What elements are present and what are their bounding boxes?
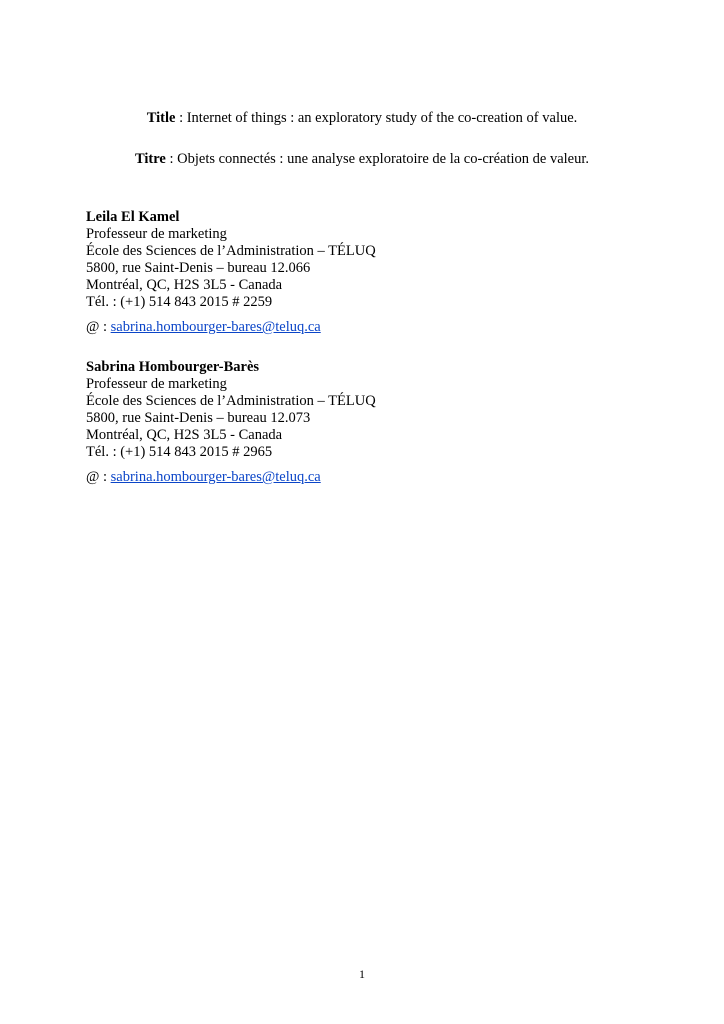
- page-number: 1: [359, 967, 365, 981]
- author-city: Montréal, QC, H2S 3L5 - Canada: [86, 427, 283, 443]
- title-english-separator: :: [175, 110, 187, 126]
- author-school: École des Sciences de l’Administration – TÉLUQ: [86, 243, 376, 259]
- title-french-label: Titre: [134, 151, 166, 167]
- title-french-separator: :: [165, 151, 178, 167]
- title-english: [0, 110, 724, 127]
- title-english-text: Internet of things : an exploratory study of the co-creation of value.: [186, 110, 578, 126]
- author-block-2: [86, 359, 686, 486]
- author-name: Sabrina Hombourger-Barès: [86, 359, 260, 375]
- author-address: 5800, rue Saint-Denis – bureau 12.066: [86, 260, 311, 276]
- author-email-link[interactable]: sabrina.hombourger-bares@teluq.ca: [110, 469, 321, 485]
- author-phone: Tél. : (+1) 514 843 2015 # 2965: [86, 444, 273, 460]
- author-email-line: [86, 319, 686, 336]
- author-email-link[interactable]: sabrina.hombourger-bares@teluq.ca: [110, 319, 321, 335]
- author-block-1: [86, 209, 686, 336]
- author-position: Professeur de marketing: [86, 226, 227, 242]
- author-school: École des Sciences de l’Administration – TÉLUQ: [86, 393, 376, 409]
- title-french-text: Objets connectés : une analyse exploratoire de la co-création de valeur.: [177, 151, 590, 167]
- author-name: Leila El Kamel: [86, 209, 180, 225]
- title-french: [0, 151, 724, 168]
- author-city: Montréal, QC, H2S 3L5 - Canada: [86, 277, 283, 293]
- author-email-line: [86, 469, 686, 486]
- email-prefix: @ :: [86, 319, 111, 335]
- author-phone: Tél. : (+1) 514 843 2015 # 2259: [86, 294, 273, 310]
- email-prefix: @ :: [86, 469, 111, 485]
- author-position: Professeur de marketing: [86, 376, 227, 392]
- title-english-label: Title: [146, 110, 176, 126]
- author-address: 5800, rue Saint-Denis – bureau 12.073: [86, 410, 311, 426]
